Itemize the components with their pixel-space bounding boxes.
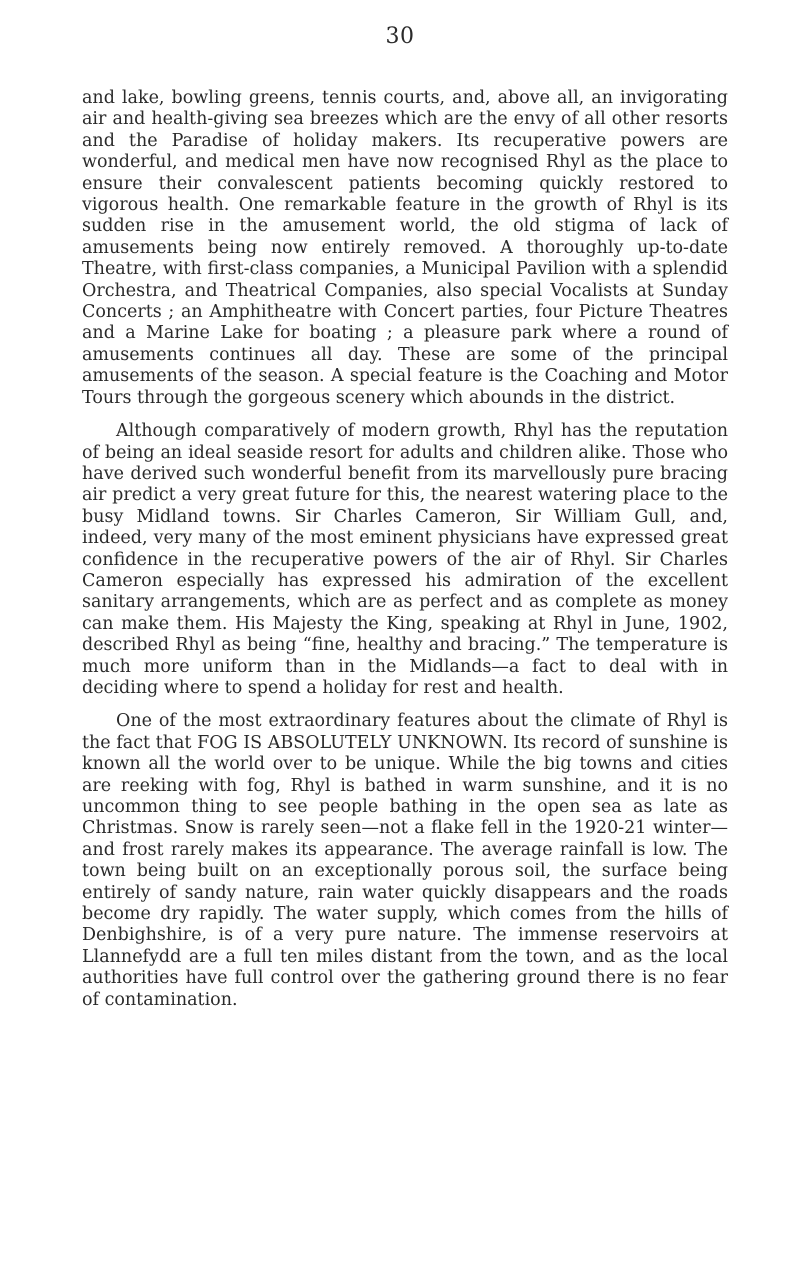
paragraph: One of the most extraordinary features about the climate of Rhyl is the fact that FOG IS ABSOLUTELY UNKNOWN. Its record of sunshine is known all the world over to be unique. While the big towns and cities are reeking with fog, Rhyl is bathed in warm sunshine, and it is no uncommon thing to see people bathing in the open sea as late as Christmas. Snow is rarely seen—not a flake fell in the 1920-21 winter—and frost rarely makes its appearance. The average rainfall is low. The town being built on an exceptionally porous soil, the surface being entirely of sandy nature, rain water quickly disappears and the roads become dry rapidly. The water supply, which comes from the hills of Denbighshire, is of a very pure nature. The immense reservoirs at Llannefydd are a full ten miles distant from the town, and as the local authorities have full control over the gathering ground there is no fear of contamination. bbox=[82, 711, 728, 1010]
paragraph: and lake, bowling greens, tennis courts, and, above all, an invigorating air and health-giving sea breezes which are the envy of all other resorts and the Paradise of holiday makers. Its recuperative powers are wonderful, and medical men have now recognised Rhyl as the place to ensure their convalescent patients becoming quickly restored to vigorous health. One remarkable feature in the growth of Rhyl is its sudden rise in the amusement world, the old stigma of lack of amusements being now entirely removed. A thoroughly up-to-date Theatre, with first-class companies, a Municipal Pavilion with a splendid Orchestra, and Theatrical Companies, also special Vocalists at Sunday Concerts ; an Amphitheatre with Concert parties, four Picture Theatres and a Marine Lake for boating ; a pleasure park where a round of amusements continues all day. These are some of the principal amusements of the season. A special feature is the Coaching and Motor Tours through the gorgeous scenery which abounds in the district. bbox=[82, 88, 728, 408]
page-number: 30 bbox=[385, 24, 415, 49]
paragraph: Although comparatively of modern growth, Rhyl has the reputation of being an ideal seaside resort for adults and children alike. Those who have derived such wonderful benefit from its marvellously pure bracing air predict a very great future for this, the nearest watering place to the busy Midland towns. Sir Charles Cameron, Sir William Gull, and, indeed, very many of the most eminent physicians have expressed great confidence in the recuperative powers of the air of Rhyl. Sir Charles Cameron especially has expressed his admiration of the excellent sanitary arrangements, which are as perfect and as complete as money can make them. His Majesty the King, speaking at Rhyl in June, 1902, described Rhyl as being “fine, healthy and bracing.” The temperature is much more uniform than in the Midlands—a fact to deal with in deciding where to spend a holiday for rest and health. bbox=[82, 421, 728, 698]
body-text bbox=[82, 88, 728, 1011]
